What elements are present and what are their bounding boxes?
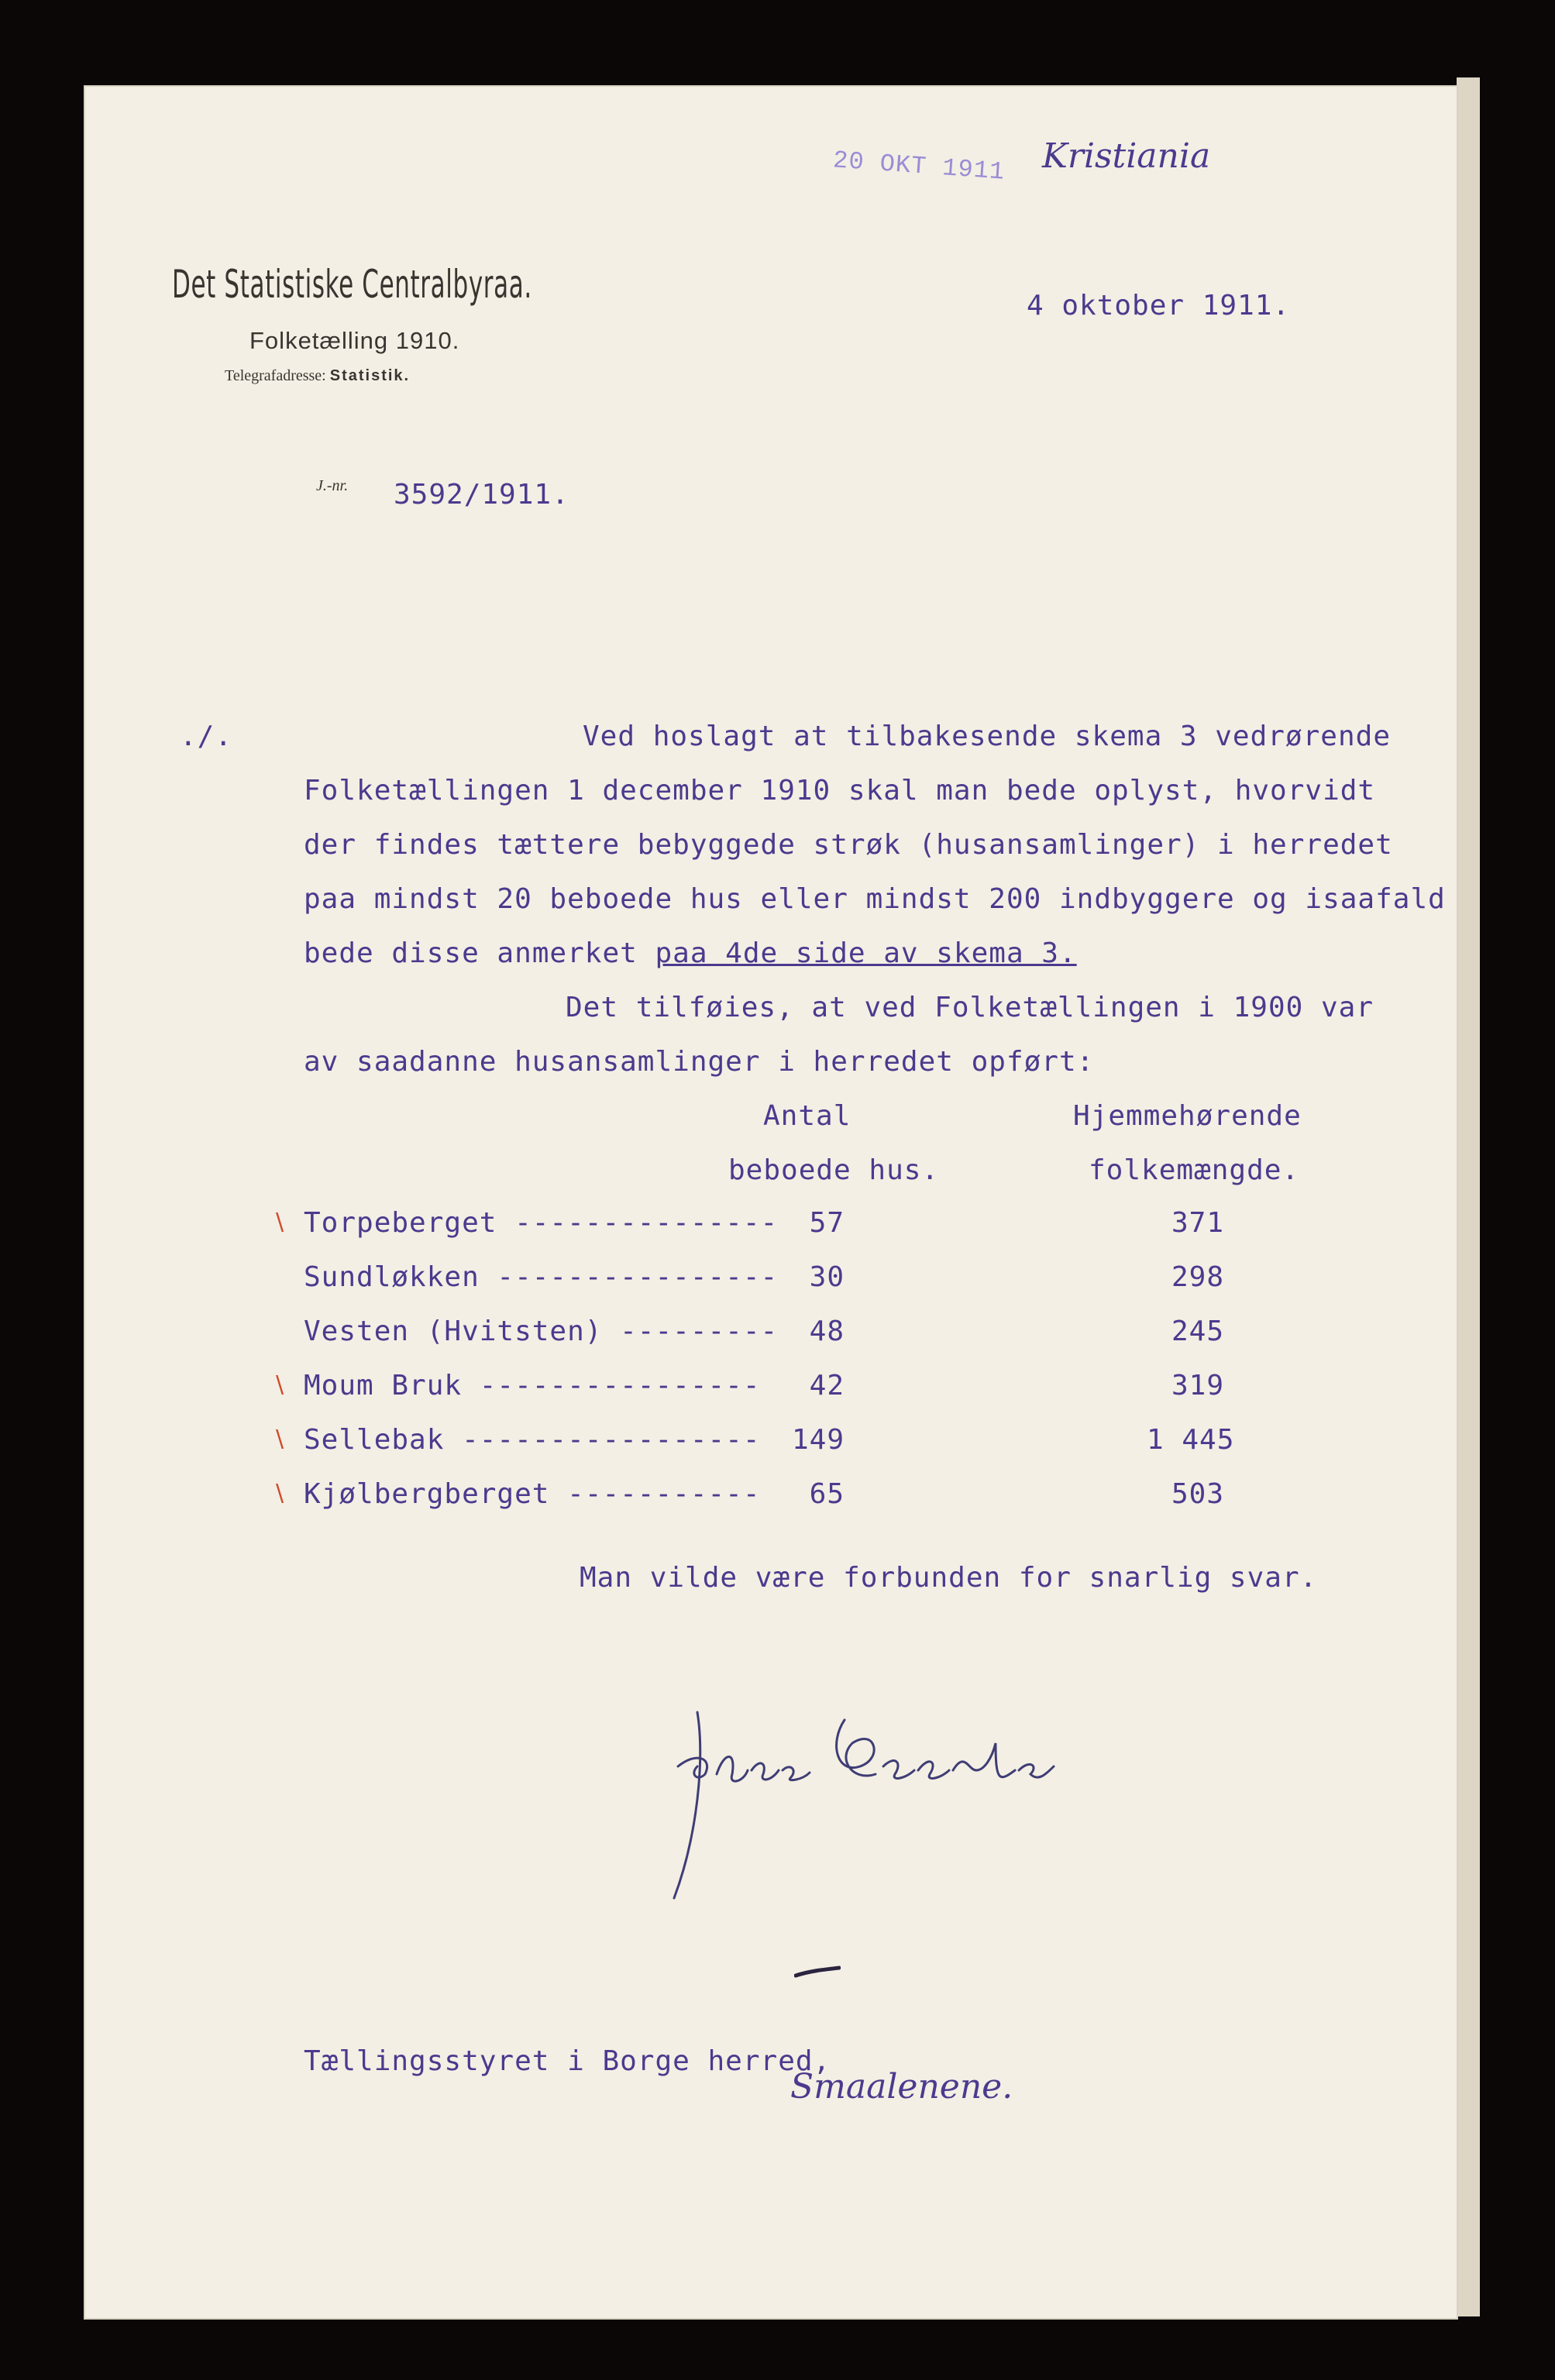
table-row-name: Sundløkken ----------------: [304, 1261, 779, 1293]
table-row-hus: 57: [809, 1207, 845, 1239]
recipient-handwritten: Smaalenene.: [790, 2067, 1013, 2107]
body-line-5-prefix: bede disse anmerket: [304, 937, 655, 969]
body-para2-line1: Det tilføies, at ved Folketællingen i 1900 var: [566, 992, 1374, 1023]
table-row-folk: 298: [1171, 1261, 1224, 1293]
telegram-label: Telegrafadresse:: [225, 367, 326, 384]
ink-dash: [794, 1965, 841, 1980]
margin-mark: ./.: [180, 721, 233, 752]
table-row-name: Vesten (Hvitsten) ---------: [304, 1316, 779, 1347]
table-row-name: Moum Bruk ----------------: [304, 1370, 761, 1402]
table-col2-header-1: Hjemmehørende: [1073, 1100, 1302, 1132]
table-row-tick: \: [276, 1209, 284, 1236]
closing-line: Man vilde være forbunden for snarlig svar.: [580, 1562, 1318, 1594]
signature-handwriting: [651, 1697, 1085, 1914]
body-line-5-underlined: paa 4de side av skema 3.: [655, 937, 1077, 969]
table-row-folk: 319: [1171, 1370, 1224, 1402]
table-row-hus: 30: [809, 1261, 845, 1293]
table-row-folk: 371: [1171, 1207, 1224, 1239]
body-para2-line2: av saadanne husansamlinger i herredet opført:: [304, 1046, 1095, 1078]
table-row-tick: \: [276, 1371, 284, 1398]
table-row-tick: \: [276, 1426, 284, 1453]
body-line-1: Ved hoslagt at tilbakesende skema 3 vedrørende: [583, 721, 1391, 752]
body-line-2: Folketællingen 1 december 1910 skal man bede oplyst, hvorvidt: [304, 775, 1376, 807]
paper-edge: [1457, 77, 1480, 2316]
body-line-5: [304, 937, 1077, 969]
table-row-hus: 42: [809, 1370, 845, 1402]
signature: [651, 1697, 1085, 1917]
letter-date: 4 oktober 1911.: [1027, 290, 1291, 322]
table-row-folk: 503: [1171, 1478, 1224, 1510]
table-col2-header-2: folkemængde.: [1089, 1154, 1300, 1186]
table-row-hus: 149: [791, 1424, 845, 1456]
table-row-folk: 1 445: [1147, 1424, 1235, 1456]
place-handwritten: Kristiania: [1042, 136, 1211, 176]
ink-mark: [794, 1965, 841, 1983]
date-stamp: 20 OKT 1911: [831, 146, 1006, 187]
letterhead-dept: Folketælling 1910.: [249, 327, 460, 354]
letterhead-name: Det Statistiske Centralbyraa.: [172, 262, 532, 307]
table-row-name: Sellebak -----------------: [304, 1424, 761, 1456]
table-row-hus: 65: [809, 1478, 845, 1510]
table-row-folk: 245: [1171, 1316, 1224, 1347]
table-row-name: Kjølbergberget -----------: [304, 1478, 761, 1510]
letterhead-telegram: [225, 367, 410, 385]
recipient: Tællingsstyret i Borge herred,: [304, 2045, 831, 2077]
table-col1-header-1: Antal: [763, 1100, 851, 1132]
telegram-value: Statistik.: [329, 367, 411, 384]
table-row-hus: 48: [809, 1316, 845, 1347]
body-line-3: der findes tættere bebyggede strøk (husansamlinger) i herredet: [304, 829, 1393, 861]
table-row-tick: \: [276, 1480, 284, 1507]
table-col1-header-2: beboede hus.: [728, 1154, 940, 1186]
body-line-4: paa mindst 20 beboede hus eller mindst 200 indbyggere og isaafald: [304, 883, 1446, 915]
journal-label: J.-nr.: [316, 477, 349, 494]
document-page: [85, 87, 1457, 2318]
table-row-name: Torpeberget ---------------: [304, 1207, 779, 1239]
journal-number: 3592/1911.: [394, 479, 569, 511]
